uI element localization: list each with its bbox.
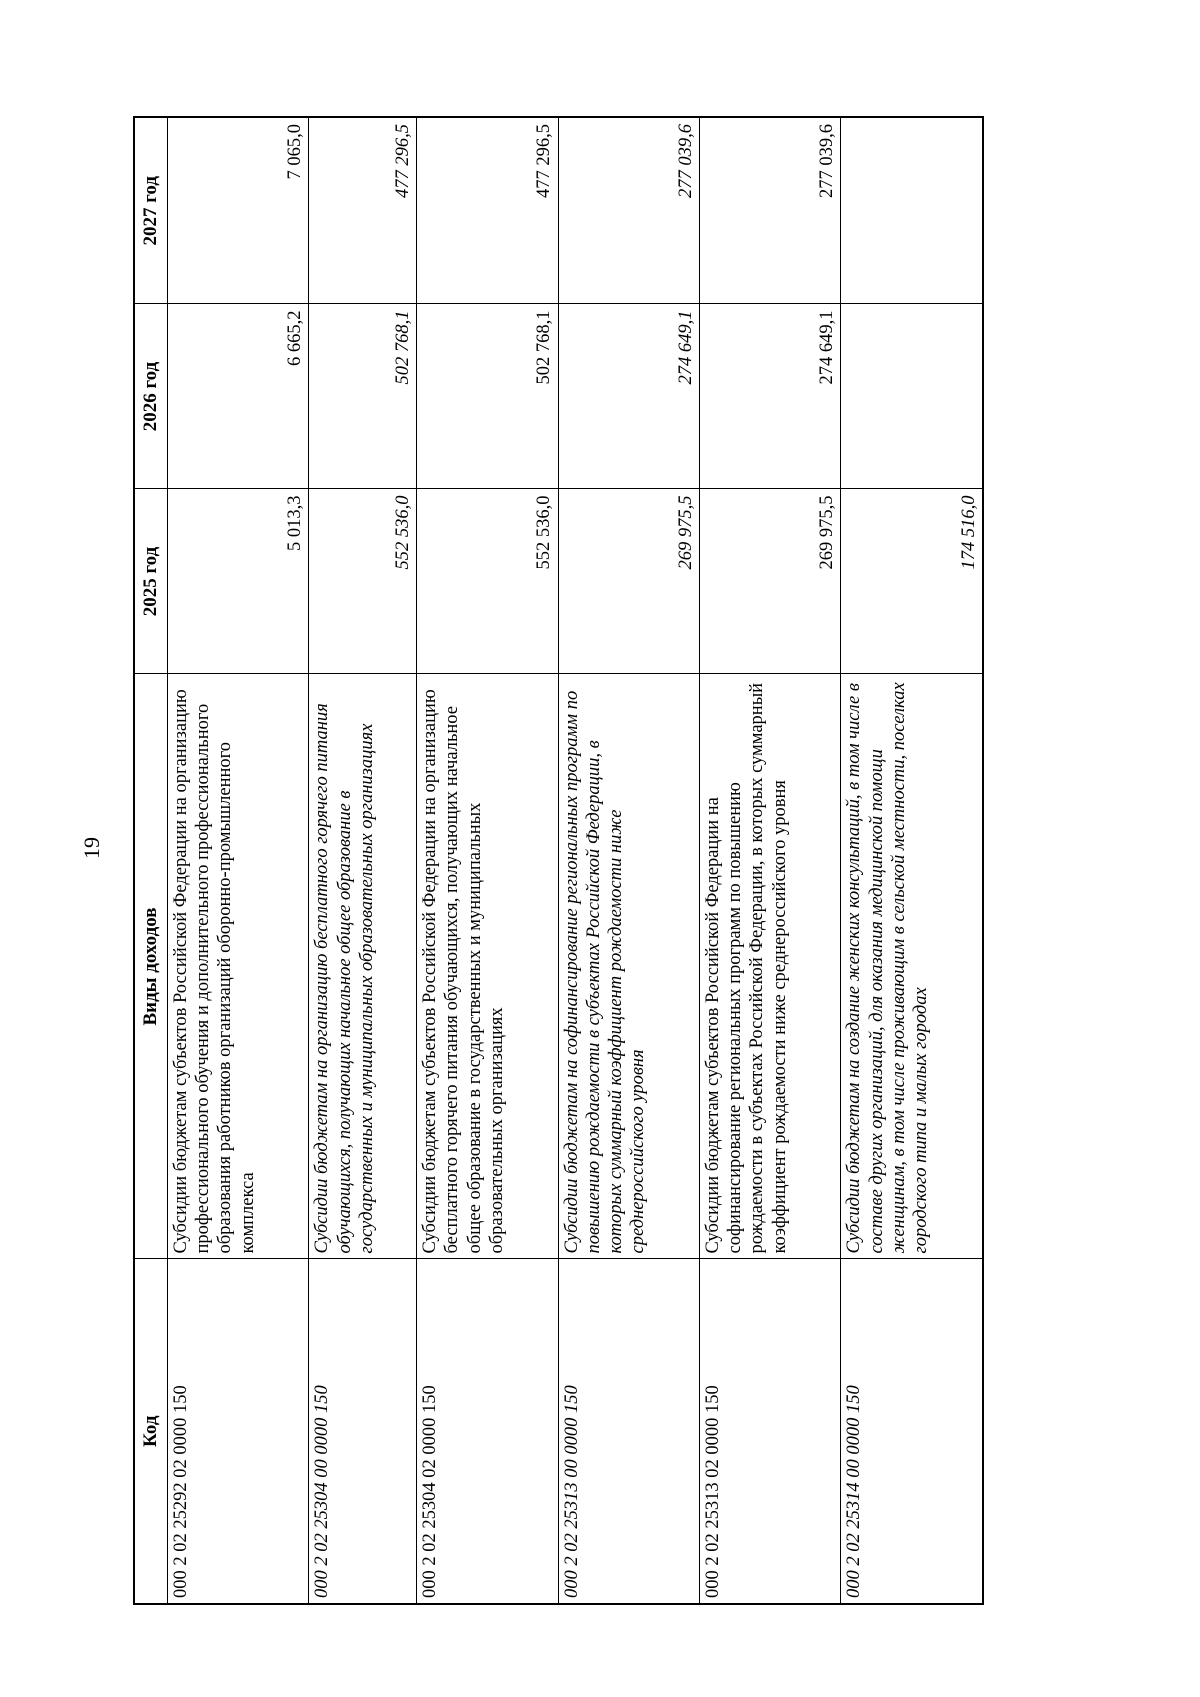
table-row [699, 117, 840, 1604]
cell-2026: 274 649,1 [699, 304, 840, 489]
header-2026: 2026 год [134, 304, 168, 489]
cell-2026: 502 768,1 [417, 304, 558, 489]
table-row [168, 117, 309, 1604]
cell-name: Субсидии бюджетам субъектов Российской Федерации на организацию бесплатного горячего питания обучающихся, получающих начальное общее образование в государственных и муниципальных образовательных организациях [417, 674, 558, 1259]
header-name: Виды доходов [134, 674, 168, 1259]
cell-2026: 502 768,1 [309, 304, 417, 489]
cell-code: 000 2 02 25292 02 0000 150 [168, 1259, 309, 1604]
cell-2026: 6 665,2 [168, 304, 309, 489]
cell-2027: 7 065,0 [168, 117, 309, 304]
revenue-table-container [133, 118, 984, 1605]
cell-2025: 269 975,5 [558, 489, 699, 674]
cell-code: 000 2 02 25304 02 0000 150 [417, 1259, 558, 1604]
cell-code: 000 2 02 25314 00 0000 150 [841, 1259, 983, 1604]
cell-2027: 477 296,5 [309, 117, 417, 304]
cell-name: Субсидии бюджетам на создание женских консультаций, в том числе в составе других организаций, для оказания медицинской помощи женщинам, в том числе проживающим в сельской местности, поселках городского типа и малых городах [841, 674, 983, 1259]
header-2025: 2025 год [134, 489, 168, 674]
page-number: 19 [79, 837, 104, 859]
cell-name: Субсидии бюджетам на организацию бесплатного горячего питания обучающихся, получающих начальное общее образование в государственных и муниципальных образовательных организациях [309, 674, 417, 1259]
cell-code: 000 2 02 25313 00 0000 150 [558, 1259, 699, 1604]
cell-2025: 269 975,5 [699, 489, 840, 674]
cell-code: 000 2 02 25304 00 0000 150 [309, 1259, 417, 1604]
cell-2027: 277 039,6 [699, 117, 840, 304]
cell-name: Субсидии бюджетам на софинансирование региональных программ по повышению рождаемости в субъектах Российской Федерации, в которых суммарный коэффициент рождаемости ниже среднероссийского уровня [558, 674, 699, 1259]
table-row [417, 117, 558, 1604]
cell-2025: 5 013,3 [168, 489, 309, 674]
cell-2027: 277 039,6 [558, 117, 699, 304]
cell-2027 [841, 117, 983, 304]
cell-2027: 477 296,5 [417, 117, 558, 304]
cell-2026 [841, 304, 983, 489]
revenue-table [133, 116, 984, 1605]
cell-name: Субсидии бюджетам субъектов Российской Федерации на софинансирование региональных программ по повышению рождаемости в субъектах Российской Федерации, в которых суммарный коэффициент рождаемости ниже среднероссийского уровня [699, 674, 840, 1259]
cell-code: 000 2 02 25313 02 0000 150 [699, 1259, 840, 1604]
cell-name: Субсидии бюджетам субъектов Российской Федерации на организацию профессионального обучения и дополнительного профессионального образования работников организаций оборонно-промышленного комплекса [168, 674, 309, 1259]
cell-2025: 174 516,0 [841, 489, 983, 674]
table-row [309, 117, 417, 1604]
cell-2025: 552 536,0 [417, 489, 558, 674]
cell-2026: 274 649,1 [558, 304, 699, 489]
header-code: Код [134, 1259, 168, 1604]
table-row [841, 117, 983, 1604]
cell-2025: 552 536,0 [309, 489, 417, 674]
header-2027: 2027 год [134, 117, 168, 304]
table-header-row [134, 117, 168, 1604]
table-row [558, 117, 699, 1604]
